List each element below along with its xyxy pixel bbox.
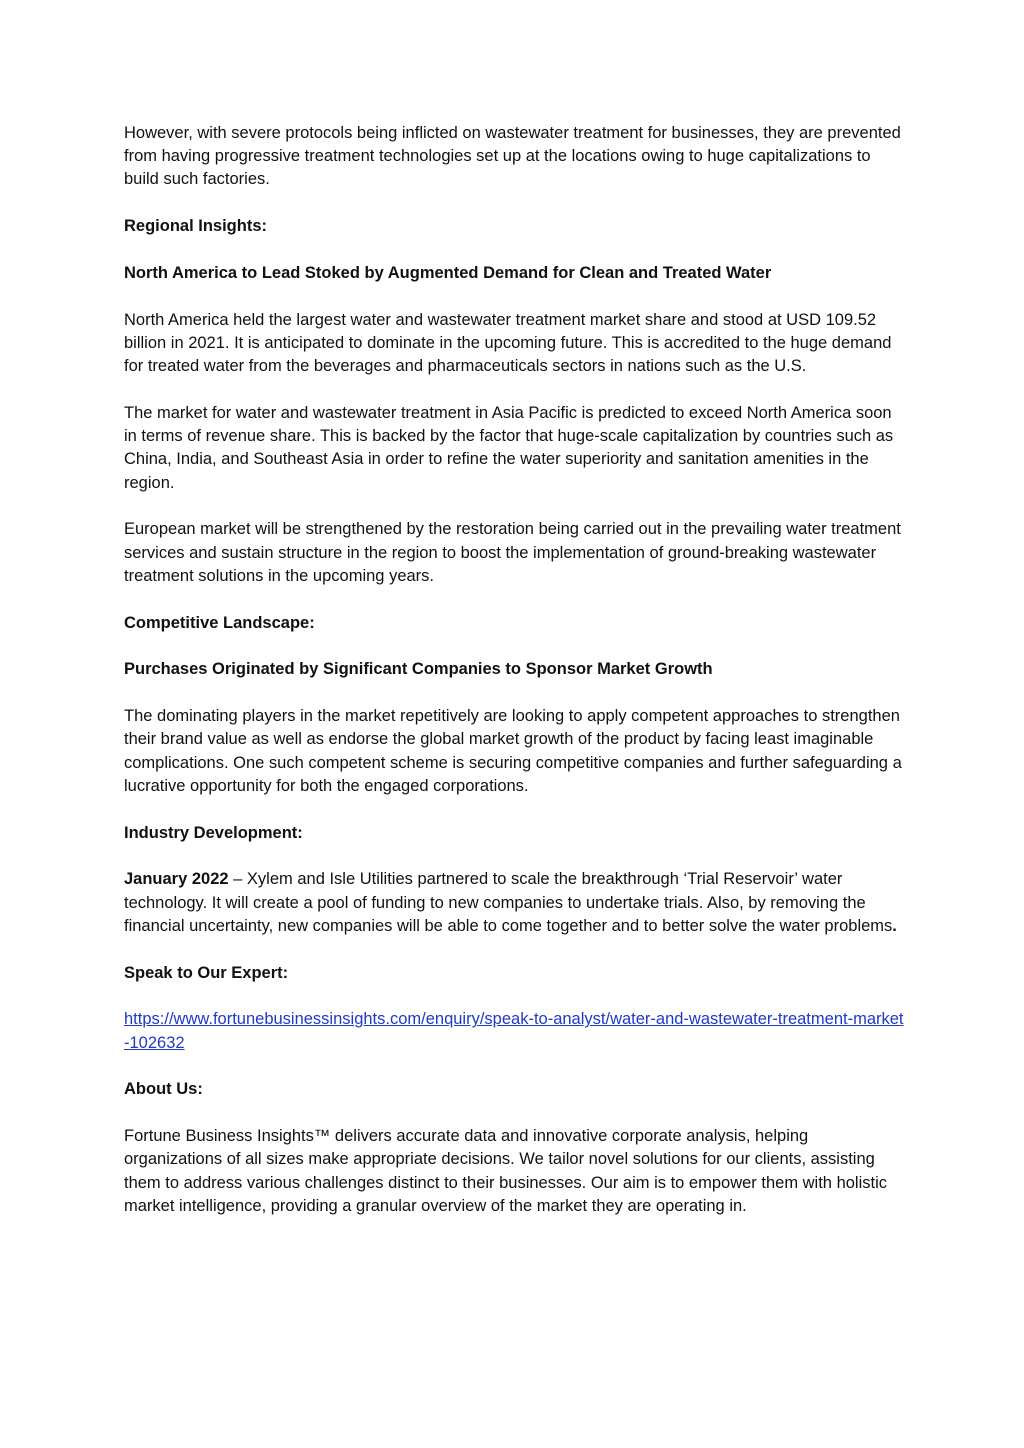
- purchases-subheading: Purchases Originated by Significant Companies to Sponsor Market Growth: [124, 660, 713, 679]
- about-paragraph: Fortune Business Insights™ delivers accurate data and innovative corporate analysis, helping organizations of all sizes make appropriate decisions. We tailor novel solutions for our clients, assisting them to address various challenges distinct to their businesses. Our aim is to empower them with holistic market intelligence, providing a granular overview of the market they are operating in.: [124, 1127, 888, 1215]
- asia-pacific-paragraph: The market for water and wastewater treatment in Asia Pacific is predicted to exceed North America soon in terms of revenue share. This is backed by the factor that huge-scale capitalization by countries such as China, India, and Southeast Asia in order to refine the water superiority and sanitation amenities in the region.: [124, 404, 894, 492]
- speak-to-expert-heading: Speak to Our Expert:: [124, 963, 289, 982]
- about-us-heading: About Us:: [124, 1080, 203, 1099]
- expert-link[interactable]: https://www.fortunebusinessinsights.com/enquiry/speak-to-analyst/water-and-wastewater-treatment-market-102632: [124, 1010, 904, 1052]
- europe-paragraph: European market will be strengthened by the restoration being carried out in the prevailing water treatment services and sustain structure in the region to boost the implementation of ground-breaking wastewater treatment solutions in the upcoming years.: [124, 520, 901, 585]
- competitive-landscape-heading: Competitive Landscape:: [124, 613, 315, 632]
- industry-development-heading: Industry Development:: [124, 823, 303, 842]
- competitive-paragraph: The dominating players in the market repetitively are looking to apply competent approaches to strengthen their brand value as well as endorse the global market growth of the product by facing least imaginable complications. One such competent scheme is securing competitive companies and further safeguarding a lucrative opportunity for both the engaged corporations.: [124, 707, 902, 795]
- expert-link-paragraph: [124, 1008, 904, 1054]
- document-page: [124, 122, 904, 1242]
- regional-insights-heading: Regional Insights:: [124, 217, 268, 236]
- development-text: – Xylem and Isle Utilities partnered to scale the breakthrough ‘Trial Reservoir’ water technology. It will create a pool of funding to new companies to undertake trials. Also, by removing the financial uncertainty, new companies will be able to come together and to better solve the water problems: [124, 870, 893, 935]
- development-period: .: [892, 916, 897, 935]
- north-america-subheading: North America to Lead Stoked by Augmented Demand for Clean and Treated Water: [124, 264, 772, 282]
- intro-paragraph: However, with severe protocols being inflicted on wastewater treatment for businesses, they are prevented from having progressive treatment technologies set up at the locations owing to huge capitalizations to build such factories.: [124, 124, 901, 189]
- industry-development-paragraph: [124, 868, 904, 938]
- north-america-paragraph: North America held the largest water and wastewater treatment market share and stood at USD 109.52 billion in 2021. It is anticipated to dominate in the upcoming future. This is accredited to the huge demand for treated water from the beverages and pharmaceuticals sectors in nations such as the U.S.: [124, 310, 892, 376]
- development-date: January 2022: [124, 870, 229, 889]
